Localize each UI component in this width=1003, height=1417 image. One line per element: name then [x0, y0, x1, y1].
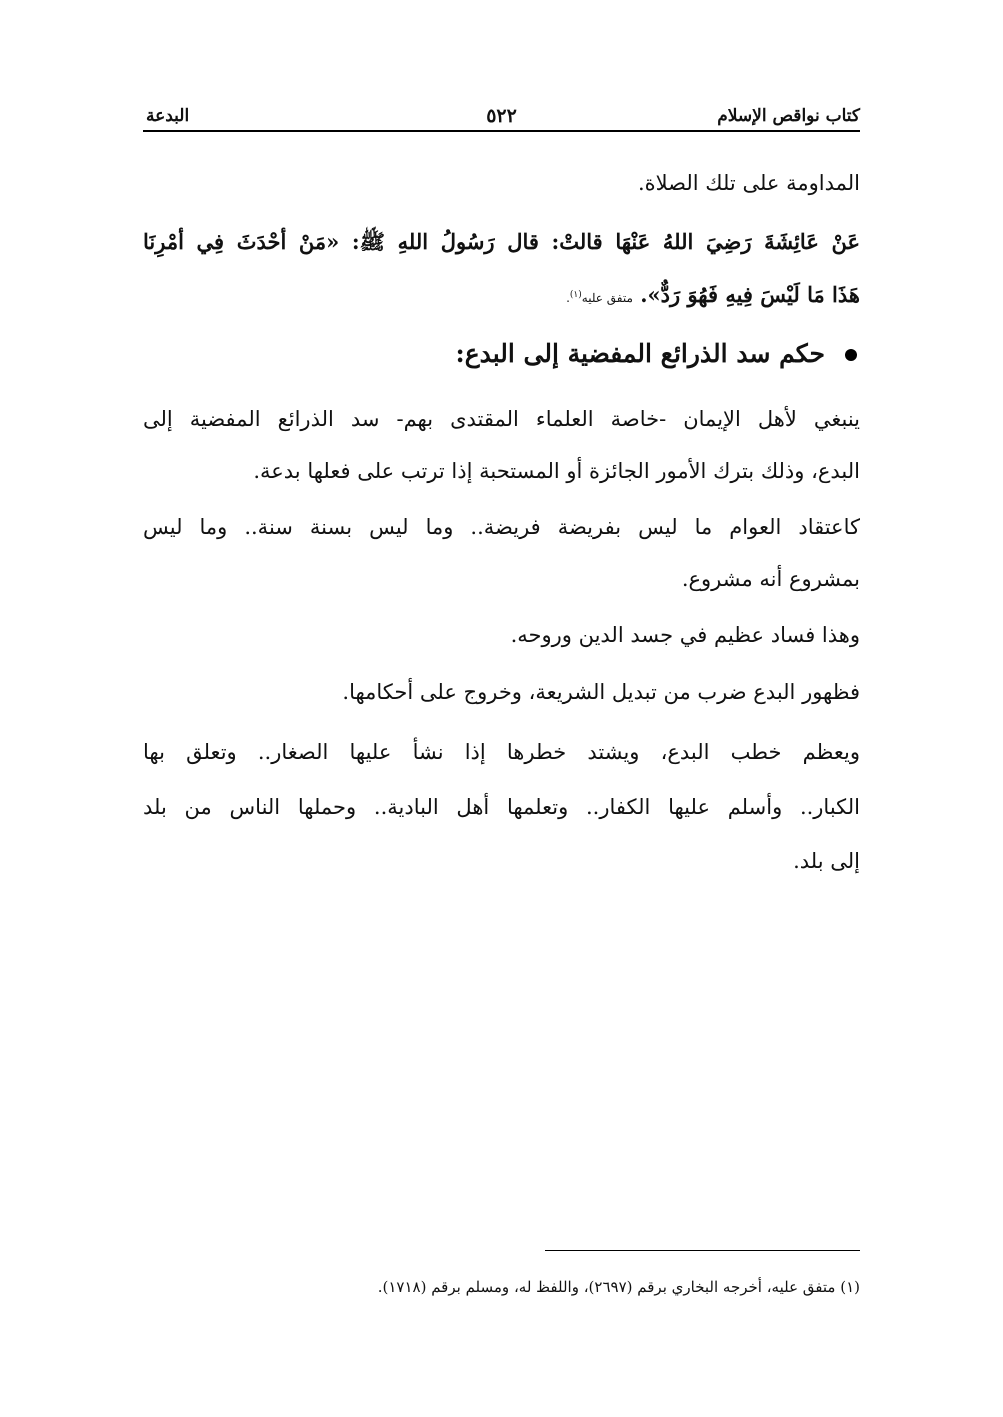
header-rule: [143, 130, 860, 132]
text-line: بمشروع أنه مشروع.: [681, 567, 860, 591]
text-line: فظهور البدع ضرب من تبديل الشريعة، وخروج على أحكامها.: [342, 680, 860, 704]
section-heading: حكم سد الذرائع المفضية إلى البدع:: [455, 339, 825, 368]
hadith-source-label: متفق عليه: [581, 291, 633, 305]
text-line: المداومة على تلك الصلاة.: [637, 171, 860, 195]
footnote-marker: (١): [569, 290, 582, 300]
running-header-chapter: البدعة: [146, 106, 190, 126]
hadith-text: هَذَا مَا لَيْسَ فِيهِ فَهُوَ رَدٌّ».: [640, 282, 860, 307]
text-line: ينبغي لأهل الإيمان -خاصة العلماء المقتدى بهم- سد الذرائع المفضية إلى: [143, 407, 860, 431]
text-line: كاعتقاد العوام ما ليس بفريضة فريضة.. وما ليس بسنة سنة.. وما ليس: [143, 515, 860, 539]
hadith-line: عَنْ عَائِشَةَ رَضِيَ اللهُ عَنْهَا قالتْ: قال رَسُولُ اللهِ ﷺ: «مَنْ أحْدَثَ فِي أمْرِنَا: [143, 229, 860, 254]
text-line: البدع، وذلك بترك الأمور الجائزة أو المستحبة إذا ترتب على فعلها بدعة.: [253, 459, 860, 483]
text-line: إلى بلد.: [793, 849, 860, 873]
text-line: الكبار.. وأسلم عليها الكفار.. وتعلمها أهل البادية.. وحملها الناس من بلد: [143, 795, 860, 819]
running-header-book-title: كتاب نواقص الإسلام: [717, 106, 860, 126]
text-line: وهذا فساد عظيم في جسد الدين وروحه.: [510, 623, 860, 647]
bullet-icon: [845, 349, 857, 361]
footnote-separator: [545, 1250, 860, 1251]
page-number: ٥٢٢: [486, 105, 517, 127]
hadith-line-with-source: [143, 279, 860, 313]
text-line: ويعظم خطب البدع، ويشتد خطرها إذا نشأ عليها الصغار.. وتعلق بها: [143, 740, 860, 764]
hadith-source: متفق عليه$^{(١)}$.: [566, 290, 633, 305]
footnote: (١) متفق عليه، أخرجه البخاري برقم (٢٦٩٧)، واللفظ له، ومسلم برقم (١٧١٨).: [377, 1278, 860, 1296]
